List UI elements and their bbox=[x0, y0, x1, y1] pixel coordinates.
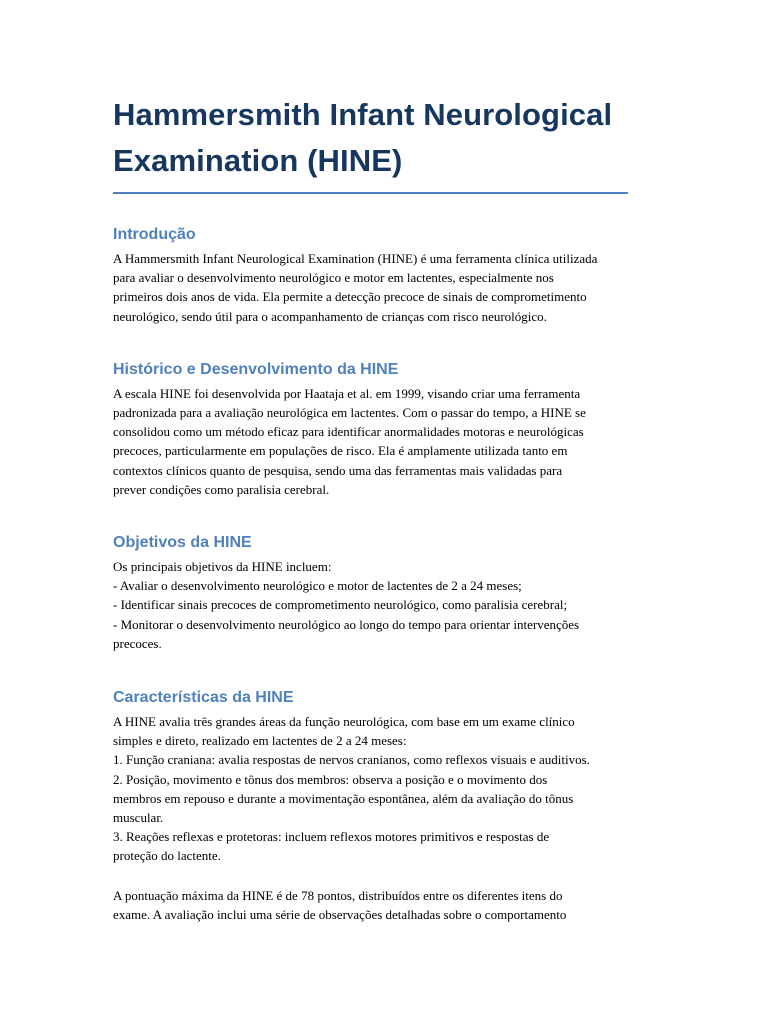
text-line: para avaliar o desenvolvimento neurológico e motor em lactentes, especialmente nos bbox=[113, 270, 554, 286]
text-line: precoces, particularmente em populações de risco. Ela é amplamente utilizada tanto em bbox=[113, 443, 568, 459]
text-line: Os principais objetivos da HINE incluem: bbox=[113, 559, 332, 575]
section-objetivos bbox=[113, 532, 628, 653]
text-line: prever condições como paralisia cerebral. bbox=[113, 481, 330, 497]
text-line: neurológico, sendo útil para o acompanhamento de crianças com risco neurológico. bbox=[113, 308, 547, 324]
section-paragraph bbox=[113, 886, 628, 924]
section-caracteristicas bbox=[113, 687, 628, 924]
text-line: A Hammersmith Infant Neurological Examination (HINE) é uma ferramenta clínica utilizada bbox=[113, 251, 598, 266]
section-paragraph bbox=[113, 249, 628, 326]
text-line: primeiros dois anos de vida. Ela permite a detecção precoce de sinais de comprometimento bbox=[113, 289, 587, 305]
text-line: simples e direto, realizado em lactentes de 2 a 24 meses: bbox=[113, 733, 407, 749]
list-item: 1. Função craniana: avalia respostas de nervos cranianos, como reflexos visuais e auditivos. bbox=[113, 752, 590, 768]
text-line: contextos clínicos quanto de pesquisa, sendo uma das ferramentas mais validadas para bbox=[113, 462, 563, 478]
title-line: Hammersmith Infant Neurological bbox=[113, 97, 613, 132]
section-historico bbox=[113, 359, 628, 499]
section-paragraph bbox=[113, 384, 628, 499]
section-heading: Introdução bbox=[113, 226, 196, 243]
text-line: muscular. bbox=[113, 810, 164, 826]
list-item: - Monitorar o desenvolvimento neurológico ao longo do tempo para orientar intervenções bbox=[113, 616, 580, 632]
section-paragraph bbox=[113, 712, 628, 866]
text-line: A pontuação máxima da HINE é de 78 pontos, distribuídos entre os diferentes itens do bbox=[113, 887, 563, 903]
text-line: exame. A avaliação inclui uma série de observações detalhadas sobre o comportamento bbox=[113, 906, 567, 922]
section-paragraph bbox=[113, 557, 628, 653]
section-heading: Características da HINE bbox=[113, 689, 294, 707]
section-heading: Histórico e Desenvolvimento da HINE bbox=[113, 360, 399, 378]
document-page bbox=[113, 92, 628, 924]
document-title bbox=[113, 92, 628, 194]
title-line: Examination (HINE) bbox=[113, 143, 403, 178]
text-line: precoces. bbox=[113, 635, 162, 651]
section-heading: Objetivos da HINE bbox=[113, 534, 252, 552]
list-item: 2. Posição, movimento e tônus dos membros: observa a posição e o movimento dos bbox=[113, 771, 548, 787]
section-introducao bbox=[113, 224, 628, 326]
text-line: padronizada para a avaliação neurológica em lactentes. Com o passar do tempo, a HINE se bbox=[113, 405, 586, 421]
text-line: consolidou como um método eficaz para identificar anormalidades motoras e neurológicas bbox=[113, 424, 584, 440]
text-line: membros em repouso e durante a movimentação espontânea, além da avaliação do tônus bbox=[113, 790, 574, 806]
text-line: proteção do lactente. bbox=[113, 848, 221, 864]
list-item: 3. Reações reflexas e protetoras: incluem reflexos motores primitivos e respostas de bbox=[113, 829, 550, 845]
list-item: - Avaliar o desenvolvimento neurológico e motor de lactentes de 2 a 24 meses; bbox=[113, 578, 522, 594]
text-line: A escala HINE foi desenvolvida por Haataja et al. em 1999, visando criar uma ferramenta bbox=[113, 385, 581, 401]
list-item: - Identificar sinais precoces de comprometimento neurológico, como paralisia cerebral; bbox=[113, 597, 568, 613]
text-line: A HINE avalia três grandes áreas da função neurológica, com base em um exame clínico bbox=[113, 714, 575, 730]
